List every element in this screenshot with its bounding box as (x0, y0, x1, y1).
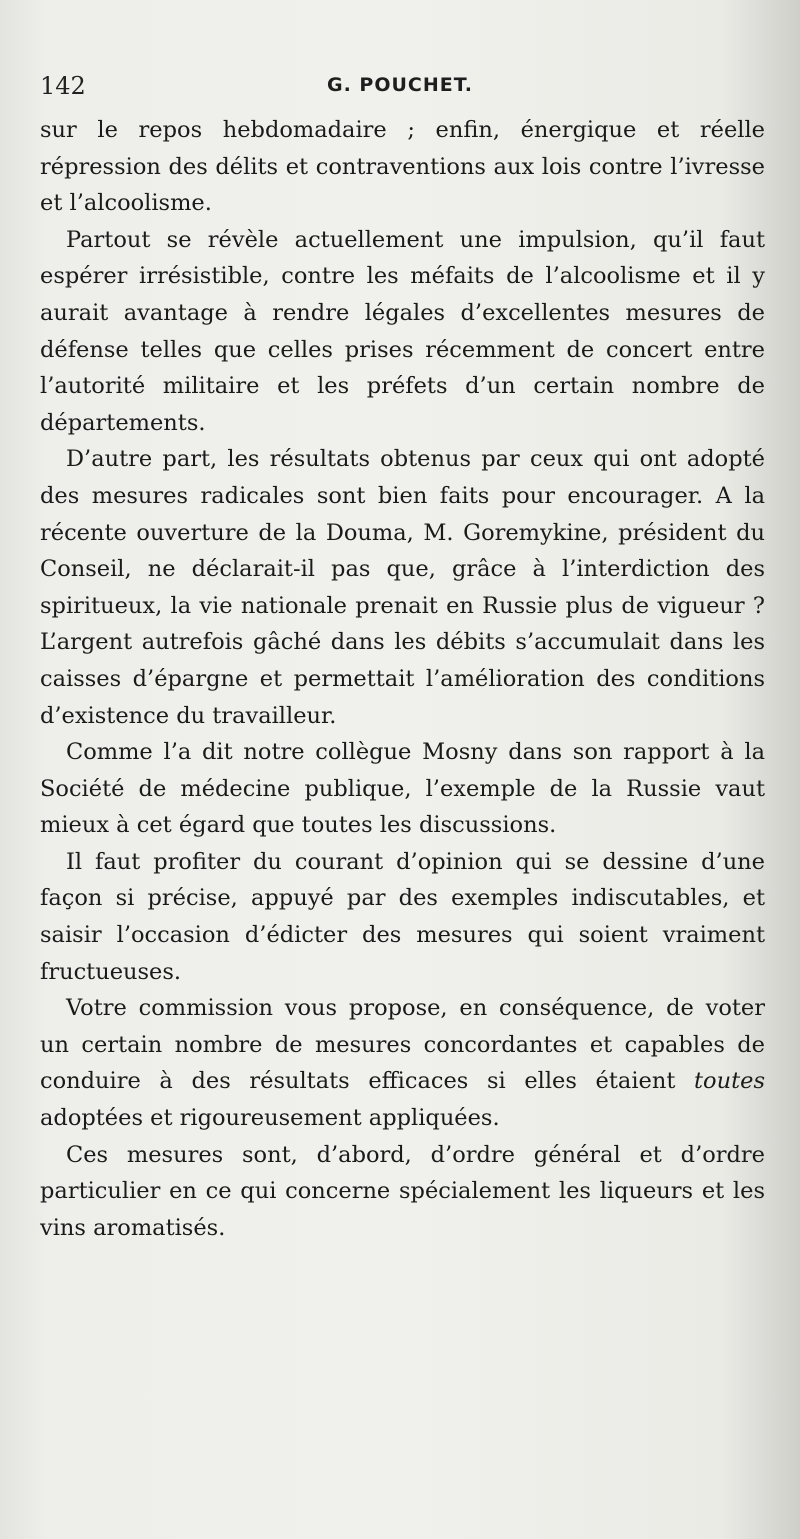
paragraph: Partout se révèle actuellement une impulsion, qu’il faut espérer irrésistible, contre les méfaits de l’alcoolisme et il y aurait avantage à rendre légales d’excellentes mesures de défense telles que celles prises récemment de concert entre l’autorité militaire et les préfets d’un certain nombre de départements. (40, 226, 765, 436)
paragraph-text: adoptées et rigoureusement appliquées. (40, 1105, 500, 1132)
page-header (40, 72, 760, 108)
running-head: G. POUCHET. (326, 74, 474, 96)
paragraph: D’autre part, les résultats obtenus par ceux qui ont adopté des mesures radicales sont bien faits pour encourager. A la récente ouverture de la Douma, M. Goremykine, président du Conseil, ne déclarait-il pas que, grâce à l’interdiction des spiritueux, la vie nationale prenait en Russie plus de vigueur ? L’argent autrefois gâché dans les débits s’accumulait dans les caisses d’épargne et permettait l’amélioration des conditions d’existence du travailleur. (40, 446, 765, 729)
paragraph-text: Votre commission vous propose, en conséquence, de voter un certain nombre de mesures concordantes et capables de conduire à des résultats efficaces si elles étaient (40, 995, 765, 1095)
page-number: 142 (40, 72, 86, 100)
body-text (40, 112, 765, 1246)
paragraph: Il faut profiter du courant d’opinion qui se dessine d’une façon si précise, appuyé par des exemples indiscutables, et saisir l’occasion d’édicter des mesures qui soient vraiment fructueuses. (40, 848, 765, 985)
emphasis-text: toutes (694, 1068, 765, 1095)
paragraph: Ces mesures sont, d’abord, d’ordre général et d’ordre particulier en ce qui concerne spécialement les liqueurs et les vins aromatisés. (40, 1141, 765, 1241)
paragraph: sur le repos hebdomadaire ; enfin, énergique et réelle répression des délits et contraventions aux lois contre l’ivresse et l’alcoolisme. (40, 117, 765, 217)
paragraph (40, 990, 765, 1136)
paragraph: Comme l’a dit notre collègue Mosny dans son rapport à la Société de médecine publique, l’exemple de la Russie vaut mieux à cet égard que toutes les discussions. (40, 739, 765, 839)
